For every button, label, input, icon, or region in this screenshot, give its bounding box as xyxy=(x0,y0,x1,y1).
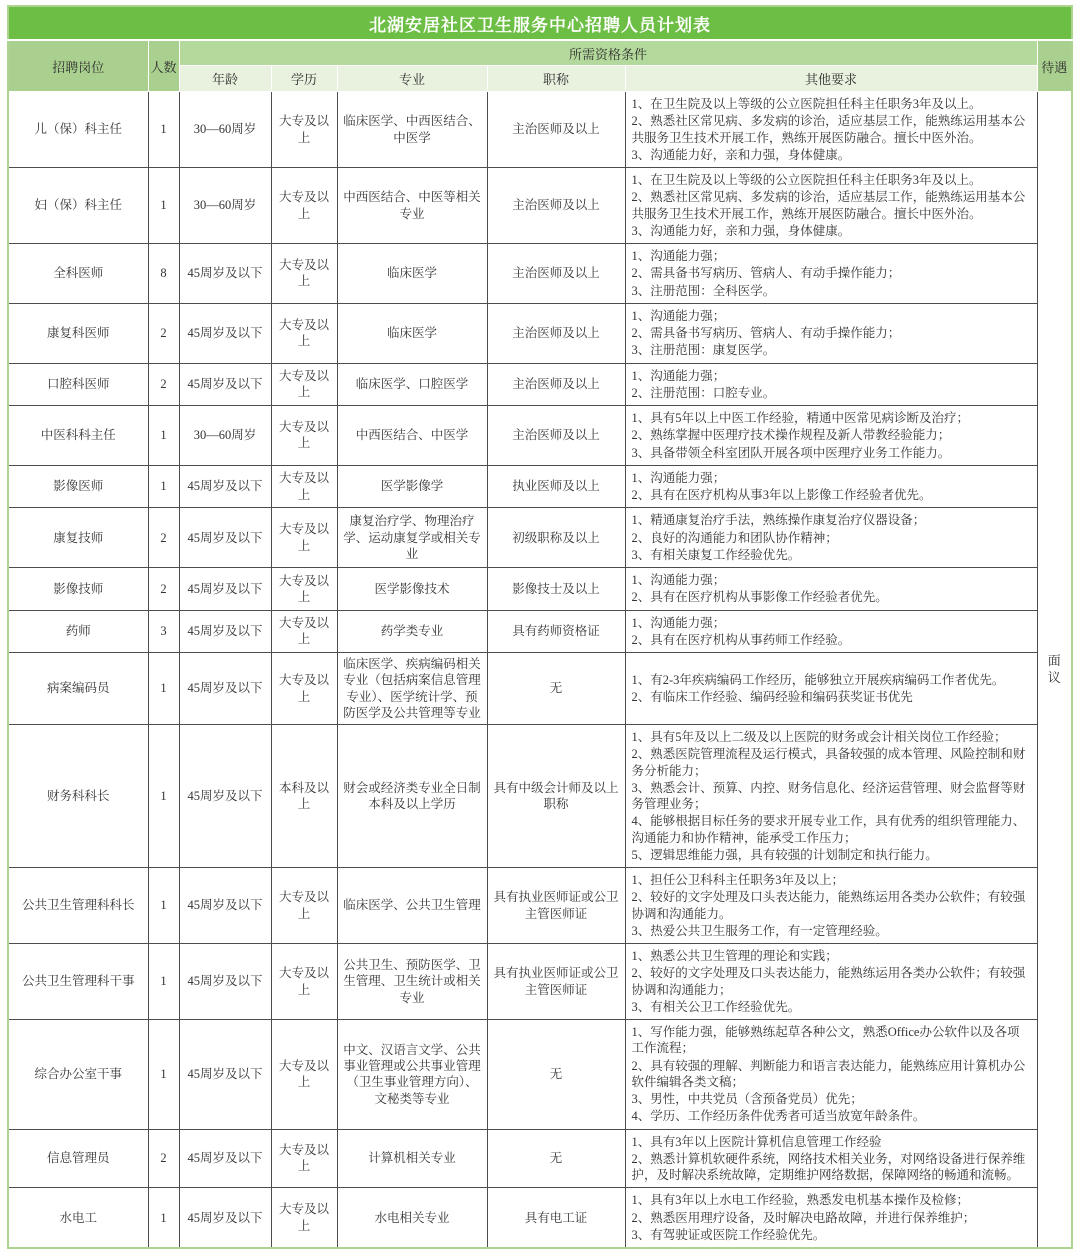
age-cell: 45周岁及以下 xyxy=(179,244,271,304)
major-cell: 医学影像技术 xyxy=(337,568,487,611)
other-requirements-cell xyxy=(625,568,1037,611)
other-requirements-cell xyxy=(625,1129,1037,1188)
requirement-line: 1、具有5年以上中医工作经验，精通中医常见病诊断及治疗； xyxy=(631,411,970,425)
job-title-cell: 具有中级会计师及以上职称 xyxy=(487,725,625,868)
education-cell: 大专及以上 xyxy=(271,1020,337,1130)
recruitment-plan-table xyxy=(7,5,1073,1249)
requirement-line: 4、能够根据目标任务的要求开展专业工作，具有优秀的组织管理能力、沟通能力和协作精神，能承受工作压力； xyxy=(631,814,1026,845)
job-title-cell: 无 xyxy=(487,1020,625,1130)
requirement-line: 2、熟悉计算机软硬件系统，网络技术相关业务，对网络设备进行保养维护，及时解决系统故障，定期维护网络数据，保障网络的畅通和流畅。 xyxy=(631,1151,1026,1182)
table-body xyxy=(8,92,1072,1249)
job-title-cell: 具有电工证 xyxy=(487,1188,625,1248)
table-row xyxy=(8,868,1072,944)
age-cell: 45周岁及以下 xyxy=(179,1129,271,1188)
count-cell: 1 xyxy=(148,868,179,944)
table-row xyxy=(8,363,1072,406)
position-cell: 影像医师 xyxy=(8,465,148,508)
requirement-line: 3、熟悉会计、预算、内控、财务信息化、经济运营管理、财会监督等财务管理业务； xyxy=(631,780,1026,811)
count-cell: 2 xyxy=(148,363,179,406)
other-requirements-cell xyxy=(625,465,1037,508)
table-row xyxy=(8,725,1072,868)
major-cell: 公共卫生、预防医学、卫生管理、卫生统计或相关专业 xyxy=(337,944,487,1020)
table-row xyxy=(8,92,1072,168)
requirement-line: 1、具有3年以上医院计算机信息管理工作经验 xyxy=(631,1134,882,1149)
requirement-line: 2、良好的沟通能力和团队协作精神； xyxy=(631,530,838,545)
education-cell: 本科及以上 xyxy=(271,725,337,868)
position-cell: 水电工 xyxy=(8,1188,148,1248)
count-cell: 1 xyxy=(148,92,179,168)
requirement-line: 3、具备带领全科室团队开展各项中医理疗业务工作能力。 xyxy=(631,445,951,460)
age-cell: 45周岁及以下 xyxy=(179,363,271,406)
requirement-line: 1、有2-3年疾病编码工作经历，能够独立开展疾病编码工作者优先。 xyxy=(631,672,1005,687)
count-cell: 2 xyxy=(148,303,179,363)
count-cell: 8 xyxy=(148,244,179,304)
table-row xyxy=(8,168,1072,244)
major-cell: 康复治疗学、物理治疗学、运动康复学或相关专业 xyxy=(337,508,487,568)
education-cell: 大专及以上 xyxy=(271,1188,337,1248)
table-row xyxy=(8,406,1072,466)
age-cell: 45周岁及以下 xyxy=(179,653,271,725)
requirement-line: 1、写作能力强，能够熟练起草各种公文，熟悉Office办公软件以及各项工作流程； xyxy=(631,1025,1020,1056)
education-cell: 大专及以上 xyxy=(271,168,337,244)
requirement-line: 2、具有在医疗机构从事3年以上影像工作经验者优先。 xyxy=(631,488,932,502)
position-cell: 康复科医师 xyxy=(8,303,148,363)
position-cell: 全科医师 xyxy=(8,244,148,304)
other-requirements-cell xyxy=(625,406,1037,466)
table-row xyxy=(8,303,1072,363)
requirement-line: 1、在卫生院及以上等级的公立医院担任科主任职务3年及以上。 xyxy=(631,173,982,187)
requirement-line: 2、熟练掌握中医理疗技术操作规程及新人带教经验能力； xyxy=(631,428,951,443)
major-cell: 药学类专业 xyxy=(337,610,487,653)
position-cell: 药师 xyxy=(8,610,148,653)
table-row xyxy=(8,610,1072,653)
major-cell: 临床医学 xyxy=(337,303,487,363)
requirement-line: 3、注册范围：康复医学。 xyxy=(631,343,776,358)
other-requirements-cell xyxy=(625,610,1037,653)
requirement-line: 1、具有5年及以上二级及以上医院的财务或会计相关岗位工作经验； xyxy=(631,730,1007,744)
table-row xyxy=(8,653,1072,725)
requirement-line: 1、沟通能力强； xyxy=(631,249,726,263)
job-title-cell: 执业医师及以上 xyxy=(487,465,625,508)
education-cell: 大专及以上 xyxy=(271,508,337,568)
count-cell: 1 xyxy=(148,168,179,244)
title-row xyxy=(8,6,1072,40)
requirement-line: 2、熟悉医院管理流程及运行模式，具备较强的成本管理、风险控制和财务分析能力； xyxy=(631,747,1026,778)
count-cell: 1 xyxy=(148,1188,179,1248)
other-requirements-cell xyxy=(625,944,1037,1020)
position-cell: 病案编码员 xyxy=(8,653,148,725)
age-cell: 45周岁及以下 xyxy=(179,465,271,508)
requirement-line: 3、有相关康复工作经验优先。 xyxy=(631,547,801,562)
requirement-line: 2、具有在医疗机构从事药师工作经验。 xyxy=(631,632,851,647)
requirement-line: 1、具有3年以上水电工作经验，熟悉发电机基本操作及检修； xyxy=(631,1193,970,1208)
other-requirements-cell xyxy=(625,92,1037,168)
education-cell: 大专及以上 xyxy=(271,244,337,304)
job-title-cell: 初级职称及以上 xyxy=(487,508,625,568)
job-title-cell: 主治医师及以上 xyxy=(487,363,625,406)
age-cell: 45周岁及以下 xyxy=(179,508,271,568)
column-header-major: 专业 xyxy=(337,66,487,92)
table-row xyxy=(8,1188,1072,1248)
count-cell: 1 xyxy=(148,465,179,508)
position-cell: 综合办公室干事 xyxy=(8,1020,148,1130)
count-cell: 2 xyxy=(148,508,179,568)
major-cell: 中西医结合、中医等相关专业 xyxy=(337,168,487,244)
requirement-line: 3、沟通能力好，亲和力强，身体健康。 xyxy=(631,223,851,238)
major-cell: 中文、汉语言文学、公共事业管理或公共事业管理（卫生事业管理方向）、文秘类等专业 xyxy=(337,1020,487,1130)
requirement-line: 2、有临床工作经验、编码经验和编码获奖证书优先 xyxy=(631,690,913,704)
age-cell: 30—60周岁 xyxy=(179,168,271,244)
requirement-line: 3、注册范围：全科医学。 xyxy=(631,283,776,298)
position-cell: 康复技师 xyxy=(8,508,148,568)
job-title-cell: 主治医师及以上 xyxy=(487,303,625,363)
age-cell: 45周岁及以下 xyxy=(179,944,271,1020)
position-cell: 口腔科医师 xyxy=(8,363,148,406)
header-row-1 xyxy=(8,40,1072,66)
job-title-cell: 主治医师及以上 xyxy=(487,92,625,168)
page-title: 北湖安居社区卫生服务中心招聘人员计划表 xyxy=(8,6,1072,40)
column-header-qualifications: 所需资格条件 xyxy=(179,40,1037,66)
count-cell: 1 xyxy=(148,406,179,466)
requirement-line: 2、较好的文字处理及口头表达能力，能熟练运用各类办公软件；有较强协调和沟通能力。 xyxy=(631,890,1026,921)
education-cell: 大专及以上 xyxy=(271,1129,337,1188)
count-cell: 3 xyxy=(148,610,179,653)
major-cell: 医学影像学 xyxy=(337,465,487,508)
education-cell: 大专及以上 xyxy=(271,363,337,406)
requirement-line: 1、担任公卫科科主任职务3年及以上； xyxy=(631,873,845,887)
requirement-line: 2、注册范围：口腔专业。 xyxy=(631,385,776,400)
age-cell: 45周岁及以下 xyxy=(179,725,271,868)
major-cell: 临床医学、中西医结合、中医学 xyxy=(337,92,487,168)
education-cell: 大专及以上 xyxy=(271,92,337,168)
position-cell: 儿（保）科主任 xyxy=(8,92,148,168)
job-title-cell: 无 xyxy=(487,1129,625,1188)
age-cell: 45周岁及以下 xyxy=(179,303,271,363)
other-requirements-cell xyxy=(625,868,1037,944)
requirement-line: 1、沟通能力强； xyxy=(631,470,726,485)
table-header xyxy=(8,6,1072,92)
requirement-line: 1、在卫生院及以上等级的公立医院担任科主任职务3年及以上。 xyxy=(631,97,982,111)
requirement-line: 2、具有较强的理解、判断能力和语言表达能力，能熟练应用计算机办公软件编辑各类文稿； xyxy=(631,1058,1026,1089)
requirement-line: 5、逻辑思维能力强，具有较强的计划制定和执行能力。 xyxy=(631,847,938,862)
position-cell: 公共卫生管理科科长 xyxy=(8,868,148,944)
column-header-age: 年龄 xyxy=(179,66,271,92)
position-cell: 妇（保）科主任 xyxy=(8,168,148,244)
count-cell: 1 xyxy=(148,725,179,868)
table-row xyxy=(8,568,1072,611)
count-cell: 1 xyxy=(148,1020,179,1130)
requirement-line: 1、精通康复治疗手法，熟练操作康复治疗仪器设备； xyxy=(631,513,926,528)
requirement-line: 3、有驾驶证或医院工作经验优先。 xyxy=(631,1227,826,1242)
major-cell: 水电相关专业 xyxy=(337,1188,487,1248)
education-cell: 大专及以上 xyxy=(271,303,337,363)
position-cell: 公共卫生管理科干事 xyxy=(8,944,148,1020)
other-requirements-cell xyxy=(625,1188,1037,1248)
other-requirements-cell xyxy=(625,1020,1037,1130)
other-requirements-cell xyxy=(625,725,1037,868)
column-header-education: 学历 xyxy=(271,66,337,92)
requirement-line: 2、具有在医疗机构从事影像工作经验者优先。 xyxy=(631,590,888,605)
job-title-cell: 无 xyxy=(487,653,625,725)
major-cell: 中西医结合、中医学 xyxy=(337,406,487,466)
column-header-count: 人数 xyxy=(148,40,179,92)
requirement-line: 2、较好的文字处理及口头表达能力，能熟练运用各类办公软件；有较强协调和沟通能力； xyxy=(631,966,1026,997)
count-cell: 1 xyxy=(148,944,179,1020)
requirement-line: 3、热爱公共卫生服务工作，有一定管理经验。 xyxy=(631,923,888,938)
education-cell: 大专及以上 xyxy=(271,568,337,611)
column-header-position: 招聘岗位 xyxy=(8,40,148,92)
table-row xyxy=(8,508,1072,568)
education-cell: 大专及以上 xyxy=(271,406,337,466)
major-cell: 临床医学、公共卫生管理 xyxy=(337,868,487,944)
job-title-cell: 主治医师及以上 xyxy=(487,244,625,304)
count-cell: 1 xyxy=(148,653,179,725)
count-cell: 2 xyxy=(148,568,179,611)
job-title-cell: 具有执业医师证或公卫主管医师证 xyxy=(487,944,625,1020)
job-title-cell: 主治医师及以上 xyxy=(487,406,625,466)
education-cell: 大专及以上 xyxy=(271,868,337,944)
job-title-cell: 影像技士及以上 xyxy=(487,568,625,611)
requirement-line: 1、沟通能力强； xyxy=(631,573,726,587)
table-row xyxy=(8,465,1072,508)
requirement-line: 3、男性，中共党员（含预备党员）优先； xyxy=(631,1092,863,1106)
position-cell: 信息管理员 xyxy=(8,1129,148,1188)
age-cell: 45周岁及以下 xyxy=(179,868,271,944)
age-cell: 45周岁及以下 xyxy=(179,568,271,611)
column-header-treatment: 待遇 xyxy=(1037,40,1072,92)
requirement-line: 1、沟通能力强； xyxy=(631,308,726,323)
position-cell: 中医科科主任 xyxy=(8,406,148,466)
education-cell: 大专及以上 xyxy=(271,610,337,653)
requirement-line: 1、沟通能力强； xyxy=(631,368,726,383)
count-cell: 2 xyxy=(148,1129,179,1188)
major-cell: 临床医学、口腔医学 xyxy=(337,363,487,406)
requirement-line: 2、熟悉社区常见病、多发病的诊治，适应基层工作，能熟练运用基本公共服务卫生技术开展工作，熟练开展医防融合。擅长中医外治。 xyxy=(631,190,1026,221)
major-cell: 计算机相关专业 xyxy=(337,1129,487,1188)
other-requirements-cell xyxy=(625,168,1037,244)
education-cell: 大专及以上 xyxy=(271,465,337,508)
table-row xyxy=(8,1020,1072,1130)
age-cell: 45周岁及以下 xyxy=(179,1020,271,1130)
education-cell: 大专及以上 xyxy=(271,944,337,1020)
position-cell: 财务科科长 xyxy=(8,725,148,868)
education-cell: 大专及以上 xyxy=(271,653,337,725)
requirement-line: 4、学历、工作经历条件优秀者可适当放宽年龄条件。 xyxy=(631,1109,926,1124)
major-cell: 临床医学 xyxy=(337,244,487,304)
other-requirements-cell xyxy=(625,303,1037,363)
requirement-line: 2、需具备书写病历、管病人、有动手操作能力； xyxy=(631,266,901,281)
age-cell: 45周岁及以下 xyxy=(179,1188,271,1248)
requirement-line: 1、沟通能力强； xyxy=(631,615,726,630)
other-requirements-cell xyxy=(625,244,1037,304)
major-cell: 财会或经济类专业全日制本科及以上学历 xyxy=(337,725,487,868)
age-cell: 30—60周岁 xyxy=(179,92,271,168)
table-row xyxy=(8,1129,1072,1188)
job-title-cell: 具有执业医师证或公卫主管医师证 xyxy=(487,868,625,944)
age-cell: 30—60周岁 xyxy=(179,406,271,466)
other-requirements-cell xyxy=(625,653,1037,725)
table-row xyxy=(8,944,1072,1020)
requirement-line: 2、需具备书写病历、管病人、有动手操作能力； xyxy=(631,326,901,340)
major-cell: 临床医学、疾病编码相关专业（包括病案信息管理专业）、医学统计学、预防医学及公共管理等专业 xyxy=(337,653,487,725)
age-cell: 45周岁及以下 xyxy=(179,610,271,653)
column-header-other: 其他要求 xyxy=(625,66,1037,92)
position-cell: 影像技师 xyxy=(8,568,148,611)
table-row xyxy=(8,244,1072,304)
job-title-cell: 具有药师资格证 xyxy=(487,610,625,653)
job-title-cell: 主治医师及以上 xyxy=(487,168,625,244)
requirement-line: 2、熟悉医用理疗设备，及时解决电路故障，并进行保养维护； xyxy=(631,1210,976,1225)
treatment-cell: 面议 xyxy=(1037,92,1072,1249)
requirement-line: 1、熟悉公共卫生管理的理论和实践； xyxy=(631,949,838,963)
column-header-job-title: 职称 xyxy=(487,66,625,92)
requirement-line: 3、沟通能力好，亲和力强，身体健康。 xyxy=(631,147,851,162)
other-requirements-cell xyxy=(625,508,1037,568)
requirement-line: 3、有相关公卫工作经验优先。 xyxy=(631,999,801,1014)
requirement-line: 2、熟悉社区常见病、多发病的诊治，适应基层工作，能熟练运用基本公共服务卫生技术开展工作，熟练开展医防融合。擅长中医外治。 xyxy=(631,114,1026,145)
other-requirements-cell xyxy=(625,363,1037,406)
